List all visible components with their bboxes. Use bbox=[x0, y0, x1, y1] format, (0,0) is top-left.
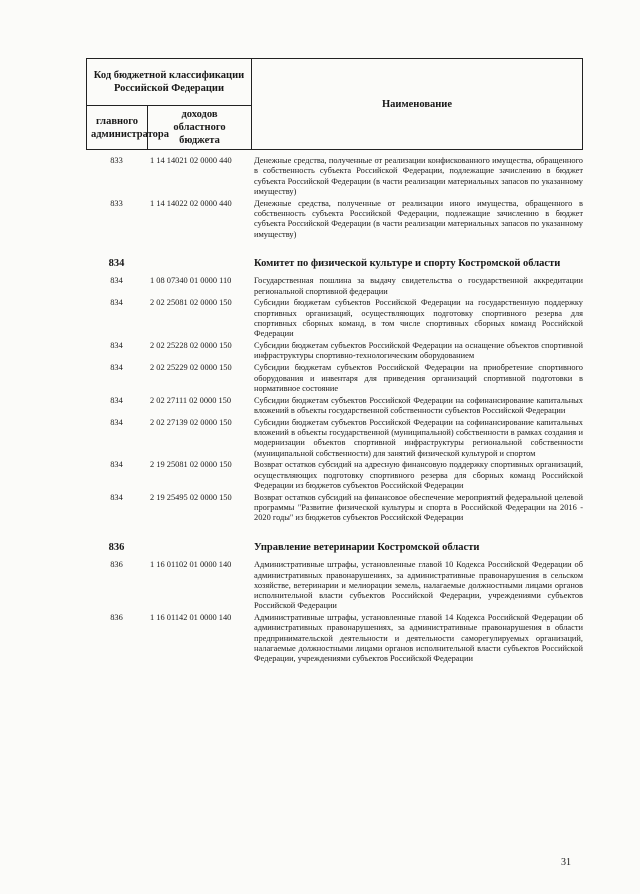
admin-code: 834 bbox=[110, 492, 123, 502]
header-group-title: Код бюджетной классификации Российской Федерации bbox=[87, 59, 252, 106]
table-row bbox=[86, 493, 583, 524]
header-revenue: доходов областного бюджета bbox=[148, 106, 252, 150]
revenue-code: 1 16 01102 01 0000 140 bbox=[150, 560, 232, 570]
admin-code: 834 bbox=[110, 276, 123, 286]
section-row bbox=[86, 258, 583, 271]
table-row bbox=[86, 341, 583, 362]
page-number: 31 bbox=[561, 857, 571, 868]
revenue-code: 1 08 07340 01 0000 110 bbox=[150, 276, 232, 286]
item-name: Субсидии бюджетам субъектов Российской Федерации на приобретение спортивного оборудования и инвентаря для приведения организаций спортивной подготовки в нормативное состояние bbox=[254, 363, 583, 393]
section-row bbox=[86, 542, 583, 555]
item-name: Денежные средства, полученные от реализации иного имущества, обращенного в собственность субъекта Российской Федерации, подлежащие зачислению в бюджет субъекта Российской Федерации (в части реализации материальных запасов по указанному имуществу) bbox=[254, 198, 583, 239]
item-name: Субсидии бюджетам субъектов Российской Федерации на оснащение объектов спортивной инфраструктуры спортивно-технологическим оборудованием bbox=[254, 341, 583, 361]
admin-code: 834 bbox=[110, 460, 123, 470]
admin-code: 834 bbox=[110, 395, 123, 405]
table-row bbox=[86, 199, 583, 240]
revenue-code: 2 19 25081 02 0000 150 bbox=[150, 460, 232, 470]
item-name: Административные штрафы, установленные главой 10 Кодекса Российской Федерации об административных правонарушениях, за административные правонарушения в сельском хозяйстве, ветеринарии и мелиорации земель, налагаемые должностными лицами органов исполнительной власти субъектов Российской Федерации, учреждениями субъектов Российской Федерации bbox=[254, 560, 583, 611]
table-row bbox=[86, 560, 583, 611]
revenue-code: 2 02 25228 02 0000 150 bbox=[150, 341, 232, 351]
item-name: Субсидии бюджетам субъектов Российской Федерации на софинансирование капитальных вложений в объекты государственной (муниципальной) собственности в рамках создания и модернизации объектов спортивной инфраструктуры региональной собственности (муниципальной собственности) для занятий физической культурой и спортом bbox=[254, 417, 583, 458]
revenue-code: 1 14 14021 02 0000 440 bbox=[150, 156, 232, 165]
table-row bbox=[86, 276, 583, 297]
item-name: Административные штрафы, установленные главой 14 Кодекса Российской Федерации об административных правонарушениях, за административные правонарушения в области предпринимательской деятельности и деятельности саморегулируемых организаций, налагаемые должностными лицами органов исполнительной власти субъектов Российской Федерации, учреждениями субъектов Российской Федерации bbox=[254, 613, 583, 664]
table-row bbox=[86, 298, 583, 339]
item-name: Возврат остатков субсидий на финансовое обеспечение мероприятий федеральной целевой программы "Развитие физической культуры и спорта в Российской Федерации на 2016 - 2020 годы" из бюджетов субъектов Российской Федерации bbox=[254, 492, 583, 523]
header-name: Наименование bbox=[252, 59, 583, 150]
admin-code: 834 bbox=[110, 298, 123, 308]
item-name: Субсидии бюджетам субъектов Российской Федерации на государственную поддержку спортивных организаций, осуществляющих подготовку спортивного резерва для спортивных сборных команд, в том числе спортивных сборных команд Российской Федерации bbox=[254, 298, 583, 339]
table-row bbox=[86, 418, 583, 459]
revenue-code: 2 02 27111 02 0000 150 bbox=[150, 395, 232, 405]
revenue-code: 2 02 27139 02 0000 150 bbox=[150, 417, 232, 427]
admin-code: 834 bbox=[108, 257, 125, 269]
admin-code: 836 bbox=[108, 541, 125, 553]
table-row bbox=[86, 396, 583, 417]
admin-code: 836 bbox=[110, 613, 123, 623]
section-title: Управление ветеринарии Костромской области bbox=[254, 541, 480, 553]
item-name: Государственная пошлина за выдачу свидетельства о государственной аккредитации региональной спортивной федерации bbox=[254, 276, 583, 296]
table-row bbox=[86, 156, 583, 197]
revenue-code: 2 02 25081 02 0000 150 bbox=[150, 298, 232, 308]
table-body bbox=[86, 156, 583, 666]
admin-code: 836 bbox=[110, 560, 123, 570]
admin-code: 834 bbox=[110, 417, 123, 427]
admin-code: 834 bbox=[110, 341, 123, 351]
admin-code: 834 bbox=[110, 363, 123, 373]
table-row bbox=[86, 613, 583, 664]
table-row bbox=[86, 460, 583, 491]
revenue-code: 1 16 01142 01 0000 140 bbox=[150, 613, 232, 623]
table-row bbox=[86, 363, 583, 394]
admin-code: 833 bbox=[110, 198, 123, 208]
section-title: Комитет по физической культуре и спорту Костромской области bbox=[254, 257, 561, 269]
revenue-code: 2 19 25495 02 0000 150 bbox=[150, 492, 232, 502]
item-name: Субсидии бюджетам субъектов Российской Федерации на софинансирование капитальных вложений в объекты государственной собственности субъектов Российской Федерации bbox=[254, 395, 583, 415]
item-name: Денежные средства, полученные от реализации конфискованного имущества, обращенного в собственность субъекта Российской Федерации, подлежащие зачислению в бюджет субъекта Российской Федерации (в части реализации материальных запасов по указанному имуществу) bbox=[254, 156, 583, 196]
revenue-code: 1 14 14022 02 0000 440 bbox=[150, 198, 232, 208]
revenue-code: 2 02 25229 02 0000 150 bbox=[150, 363, 232, 373]
table-header bbox=[86, 58, 583, 150]
header-admin: главного администратора bbox=[87, 106, 148, 150]
admin-code: 833 bbox=[110, 156, 123, 165]
item-name: Возврат остатков субсидий на адресную финансовую поддержку спортивных организаций, осуществляющих подготовку спортивного резерва для сборных команд Российской Федерации из бюджетов субъектов Российской Федерации bbox=[254, 460, 583, 491]
